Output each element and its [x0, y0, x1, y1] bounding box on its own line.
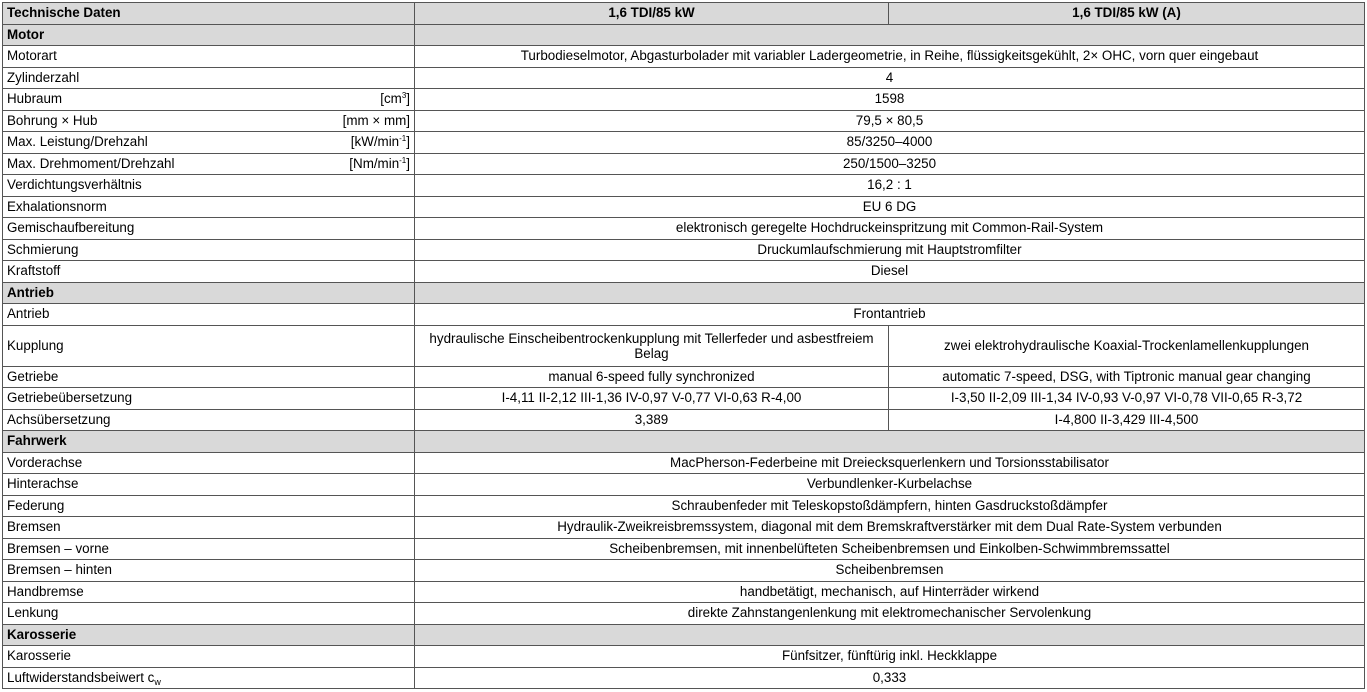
row-value-automatic: I-3,50 II-2,09 III-1,34 IV-0,93 V-0,97 VI-0,78 VII-0,65 R-3,72 [889, 388, 1365, 410]
row-value: Turbodieselmotor, Abgasturbolader mit variabler Ladergeometrie, in Reihe, flüssigkeitsgekühlt, 2× OHC, vorn quer eingebaut [415, 46, 1365, 68]
table-row [3, 196, 1365, 218]
table-row [3, 517, 1365, 539]
unit-label: $[cm^3]$ [380, 91, 410, 106]
row-value: handbetätigt, mechanisch, auf Hinterräder wirkend [415, 581, 1365, 603]
table-header-row [3, 3, 1365, 25]
table-row [3, 89, 1365, 111]
row-label: Gemischaufbereitung [3, 218, 415, 240]
table-row [3, 46, 1365, 68]
row-label: Max. Leistung/Drehzahl [7, 134, 148, 150]
row-label: Motorart [3, 46, 415, 68]
row-label: Verdichtungsverhältnis [3, 175, 415, 197]
row-label: Max. Drehmoment/Drehzahl [7, 155, 175, 171]
row-label: Luftwiderstandsbeiwert c [7, 669, 155, 685]
unit-label: $[Nm/\min^{-1}]$ [349, 155, 410, 171]
row-label: Bohrung × Hub [7, 112, 98, 128]
row-value: MacPherson-Federbeine mit Dreiecksquerlenkern und Torsionsstabilisator [415, 452, 1365, 474]
row-label: Bremsen – vorne [3, 538, 415, 560]
column-header-automatic: 1,6 TDI/85 kW (A) [889, 3, 1365, 25]
row-label: Karosserie [3, 646, 415, 668]
row-value: elektronisch geregelte Hochdruckeinspritzung mit Common-Rail-System [415, 218, 1365, 240]
row-label-cell [3, 132, 415, 154]
row-label: Achsübersetzung [3, 409, 415, 431]
section-title: Antrieb [3, 282, 415, 304]
row-value: 1598 [415, 89, 1365, 111]
row-value: 85/3250–4000 [415, 132, 1365, 154]
row-value: direkte Zahnstangenlenkung mit elektromechanischer Servolenkung [415, 603, 1365, 625]
row-label: Zylinderzahl [3, 67, 415, 89]
table-row [3, 110, 1365, 132]
row-value: EU 6 DG [415, 196, 1365, 218]
row-value: 0,333 [415, 667, 1365, 689]
table-title: Technische Daten [3, 3, 415, 25]
row-value: Fünfsitzer, fünftürig inkl. Heckklappe [415, 646, 1365, 668]
section-title: Motor [3, 24, 415, 46]
row-label: Bremsen [3, 517, 415, 539]
row-label: Exhalationsnorm [3, 196, 415, 218]
table-row [3, 67, 1365, 89]
row-label: Vorderachse [3, 452, 415, 474]
table-row [3, 366, 1365, 388]
row-label-cell [3, 153, 415, 175]
row-label-cell [3, 89, 415, 111]
row-value-manual: 3,389 [415, 409, 889, 431]
table-row [3, 474, 1365, 496]
row-value: 4 [415, 67, 1365, 89]
row-label: Kupplung [3, 325, 415, 366]
table-row [3, 325, 1365, 366]
table-row [3, 261, 1365, 283]
section-title: Karosserie [3, 624, 415, 646]
row-value: Diesel [415, 261, 1365, 283]
row-label: Getriebeübersetzung [3, 388, 415, 410]
table-row [3, 538, 1365, 560]
row-label-cell [3, 667, 415, 689]
table-row [3, 409, 1365, 431]
column-header-manual: 1,6 TDI/85 kW [415, 3, 889, 25]
table-row [3, 581, 1365, 603]
row-label: Federung [3, 495, 415, 517]
section-row-fahrwerk [3, 431, 1365, 453]
unit-label: [mm × mm] [342, 112, 410, 128]
row-label: Lenkung [3, 603, 415, 625]
row-label: Hinterachse [3, 474, 415, 496]
row-value-manual: hydraulische Einscheibentrockenkupplung mit Tellerfeder und asbestfreiem Belag [415, 325, 889, 366]
table-row [3, 304, 1365, 326]
table-row [3, 452, 1365, 474]
row-value: Frontantrieb [415, 304, 1365, 326]
table-row [3, 646, 1365, 668]
table-row [3, 667, 1365, 689]
row-label-subscript: w [154, 676, 161, 687]
table-row [3, 132, 1365, 154]
row-label: Schmierung [3, 239, 415, 261]
row-value: Scheibenbremsen, mit innenbelüfteten Scheibenbremsen und Einkolben-Schwimmbremssattel [415, 538, 1365, 560]
section-row-motor [3, 24, 1365, 46]
table-row [3, 388, 1365, 410]
row-value: Druckumlaufschmierung mit Hauptstromfilter [415, 239, 1365, 261]
table-row [3, 603, 1365, 625]
table-row [3, 218, 1365, 240]
row-value-manual: I-4,11 II-2,12 III-1,36 IV-0,97 V-0,77 VI-0,63 R-4,00 [415, 388, 889, 410]
row-value: 16,2 : 1 [415, 175, 1365, 197]
row-label: Hubraum [7, 91, 63, 107]
row-value: Schraubenfeder mit Teleskopstoßdämpfern, hinten Gasdruckstoßdämpfer [415, 495, 1365, 517]
row-value-automatic: automatic 7-speed, DSG, with Tiptronic manual gear changing [889, 366, 1365, 388]
table-row [3, 495, 1365, 517]
technical-data-table [2, 2, 1365, 689]
table-row [3, 175, 1365, 197]
table-row [3, 239, 1365, 261]
section-title: Fahrwerk [3, 431, 415, 453]
section-row-antrieb [3, 282, 1365, 304]
row-value: Scheibenbremsen [415, 560, 1365, 582]
table-row [3, 560, 1365, 582]
row-label: Antrieb [3, 304, 415, 326]
row-value: Hydraulik-Zweikreisbremssystem, diagonal mit dem Bremskraftverstärker mit dem Dual Rate-System verbunden [415, 517, 1365, 539]
row-value-automatic: zwei elektrohydraulische Koaxial-Trockenlamellenkupplungen [889, 325, 1365, 366]
row-label-cell [3, 110, 415, 132]
row-label: Handbremse [3, 581, 415, 603]
row-value-automatic: I-4,800 II-3,429 III-4,500 [889, 409, 1365, 431]
table-row [3, 153, 1365, 175]
row-value: Verbundlenker-Kurbelachse [415, 474, 1365, 496]
row-label: Getriebe [3, 366, 415, 388]
row-value-manual: manual 6-speed fully synchronized [415, 366, 889, 388]
row-label: Bremsen – hinten [3, 560, 415, 582]
row-label: Kraftstoff [3, 261, 415, 283]
unit-label: $[kW/\min^{-1}]$ [350, 134, 410, 149]
section-row-karosserie [3, 624, 1365, 646]
row-value: 79,5 × 80,5 [415, 110, 1365, 132]
row-value: 250/1500–3250 [415, 153, 1365, 175]
